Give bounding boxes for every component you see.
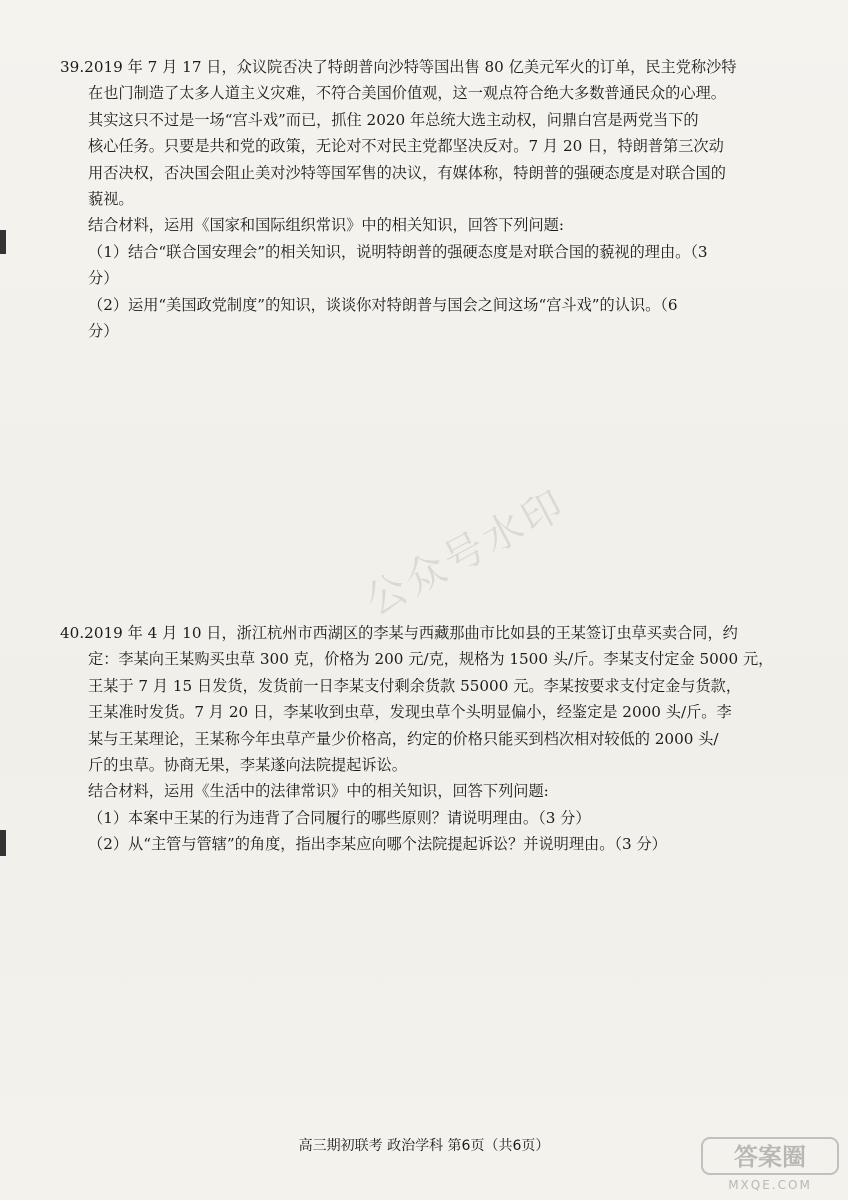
q40-line: 定：李某向王某购买虫草 300 克，价格为 200 元/克，规格为 1500 头/斤。李某支付定金 5000 元， <box>88 650 774 669</box>
q39-sub1: （1）结合“联合国安理会”的相关知识，说明特朗普的强硬态度是对联合国的藐视的理由。（3 <box>88 242 708 261</box>
logo-domain: MXQE.COM <box>728 1178 812 1192</box>
q40-sub1: （1）本案中王某的行为违背了合同履行的哪些原则？请说明理由。（3 分） <box>88 808 591 827</box>
q39-line: 其实这只不过是一场“宫斗戏”而已，抓住 2020 年总统大选主动权，问鼎白宫是两党当下的 <box>88 110 699 129</box>
q39-line: 核心任务。只要是共和党的政策，无论对不对民主党都坚决反对。7 月 20 日，特朗普第三次动 <box>88 137 724 156</box>
q40-sub2: （2）从“主管与管辖”的角度，指出李某应向哪个法院提起诉讼？并说明理由。（3 分） <box>88 835 667 854</box>
site-logo <box>700 1134 840 1194</box>
watermark: 公众号水印 <box>358 480 575 625</box>
q39-sub2: （2）运用“美国政党制度”的知识，谈谈你对特朗普与国会之间这场“宫斗戏”的认识。（6 <box>88 295 678 314</box>
q39-line: 藐视。 <box>88 190 134 209</box>
q39-instruction: 结合材料，运用《国家和国际组织常识》中的相关知识，回答下列问题: <box>88 216 564 235</box>
question-39 <box>60 54 820 344</box>
q40-instruction: 结合材料，运用《生活中的法律常识》中的相关知识，回答下列问题: <box>88 782 549 801</box>
q39-sub1-cont: 分） <box>88 269 119 288</box>
q39-line: 在也门制造了太多人道主义灾难，不符合美国价值观，这一观点符合绝大多数普通民众的心理。 <box>88 84 726 103</box>
logo-graphic <box>700 1134 840 1194</box>
q39-sub2-cont: 分） <box>88 322 119 341</box>
q39-line: 39.2019 年 7 月 17 日，众议院否决了特朗普向沙特等国出售 80 亿美元军火的订单，民主党称沙特 <box>60 58 737 76</box>
logo-text: 答案圈 <box>734 1143 806 1171</box>
q40-line: 王某准时发货。7 月 20 日，李某收到虫草，发现虫草个头明显偏小，经鉴定是 2000 头/斤。李 <box>88 703 732 722</box>
question-40 <box>60 620 820 858</box>
q40-line: 斤的虫草。协商无果，李某遂向法院提起诉讼。 <box>88 756 407 775</box>
scan-mark <box>0 230 6 254</box>
scan-mark <box>0 830 6 856</box>
q40-line: 40.2019 年 4 月 10 日，浙江杭州市西湖区的李某与西藏那曲市比如县的王某签订虫草买卖合同，约 <box>60 624 738 642</box>
q40-line: 王某于 7 月 15 日发货，发货前一日李某支付剩余货款 55000 元。李某按要求支付定金与货款， <box>88 676 742 695</box>
q39-line: 用否决权，否决国会阻止美对沙特等国军售的决议，有媒体称，特朗普的强硬态度是对联合国的 <box>88 163 726 182</box>
q40-line: 某与王某理论，王某称今年虫草产量少价格高，约定的价格只能买到档次相对较低的 2000 头/ <box>88 729 719 748</box>
page-footer: 高三期初联考 政治学科 第6页（共6页） <box>298 1138 550 1154</box>
